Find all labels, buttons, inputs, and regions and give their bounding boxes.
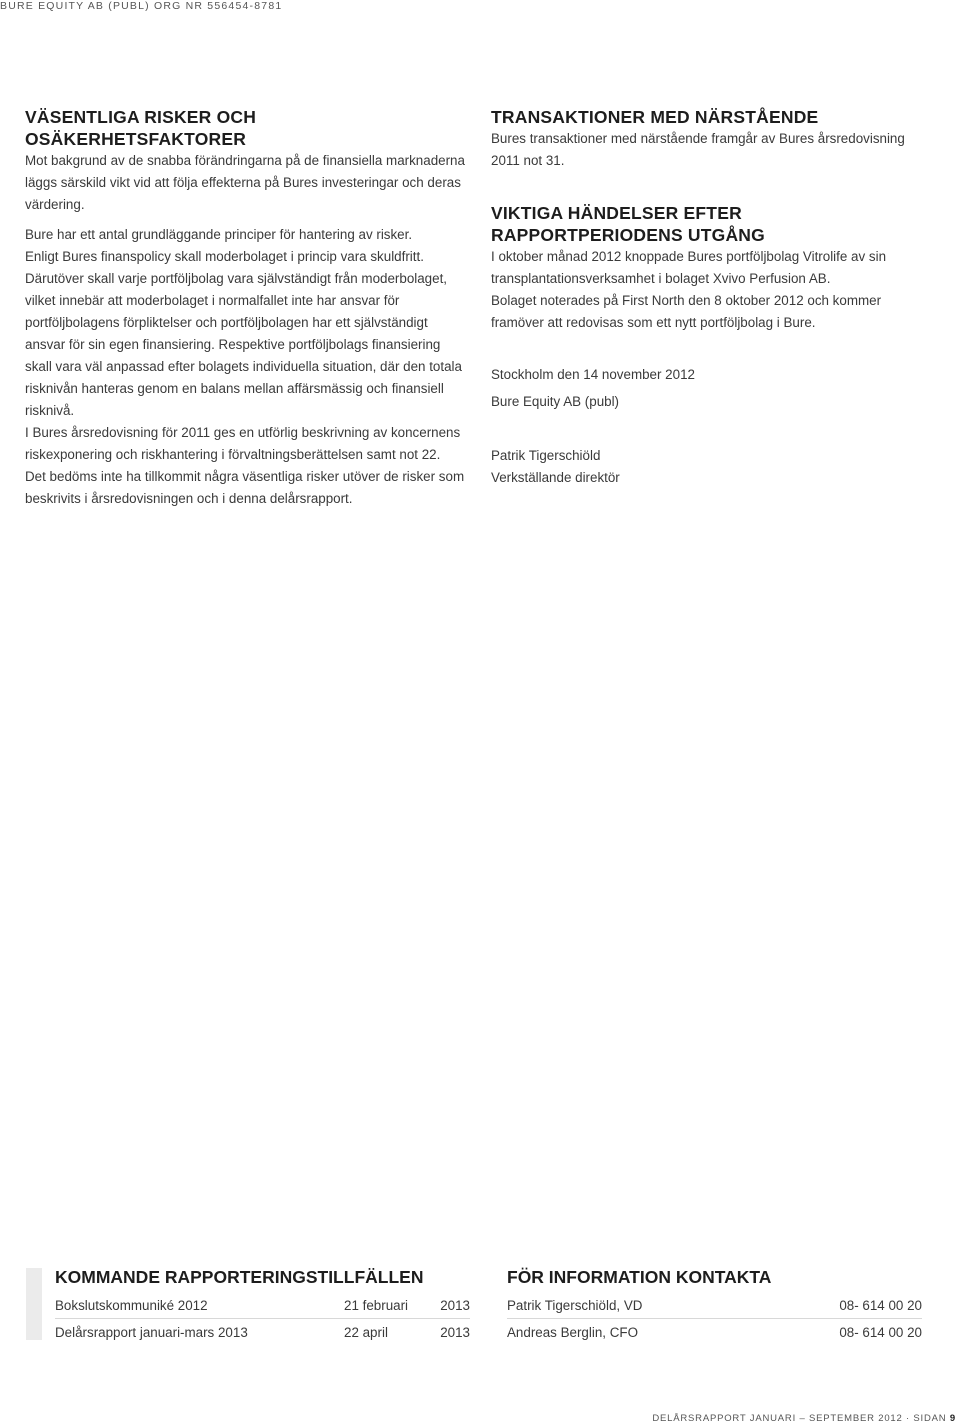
accent-bar	[26, 1268, 42, 1340]
place-date: Stockholm den 14 november 2012	[491, 367, 695, 382]
contact-title: FÖR INFORMATION KONTAKTA	[507, 1267, 772, 1287]
contact-phone: 08- 614 00 20	[839, 1297, 922, 1313]
page-header: BURE EQUITY AB (PUBL) ORG NR 556454-8781	[0, 0, 283, 12]
subsequent-events-text-2: Bolaget noterades på First North den 8 oktober 2012 och kommer framöver att redovisas som ett nytt portföljbolag i Bure.	[491, 293, 882, 330]
risks-title: VÄSENTLIGA RISKER OCH OSÄKERHETSFAKTORER	[25, 107, 257, 149]
signer-title: Verkställande direktör	[491, 470, 620, 485]
related-transactions-title: TRANSAKTIONER MED NÄRSTÅENDE	[491, 107, 819, 127]
reporting-date: 21 februari	[344, 1297, 409, 1313]
reporting-row	[55, 1292, 470, 1319]
related-transactions-text: Bures transaktioner med närstående framgår av Bures årsredovisning 2011 not 31.	[491, 131, 905, 168]
contact-name: Patrik Tigerschiöld, VD	[507, 1297, 643, 1313]
risks-paragraph-4: I Bures årsredovisning för 2011 ges en utförlig beskrivning av koncernens riskexponering och riskhantering i förvaltningsberättelsen samt not 22.	[25, 425, 461, 462]
contact-info	[507, 1266, 922, 1345]
right-column	[491, 106, 936, 489]
page-footer	[652, 1413, 956, 1424]
reporting-name: Delårsrapport januari-mars 2013	[55, 1324, 248, 1340]
reporting-year: 2013	[440, 1324, 470, 1340]
footer-report-label: DELÅRSRAPPORT JANUARI – SEPTEMBER 2012 · SIDAN	[652, 1413, 947, 1424]
risks-paragraph-2b: Enligt Bures finanspolicy skall moderbolaget i princip vara skuldfritt.	[25, 249, 424, 264]
risks-paragraph-5: Det bedöms inte ha tillkommit några väsentliga risker utöver de risker som beskrivits i årsredovisningen och i denna delårsrapport.	[25, 469, 465, 506]
reporting-row	[55, 1319, 470, 1345]
reporting-date: 22 april	[344, 1324, 388, 1340]
contact-name: Andreas Berglin, CFO	[507, 1324, 638, 1340]
subsequent-events-text-1: I oktober månad 2012 knoppade Bures portföljbolag Vitrolife av sin transplantationsverksamhet i bolaget Xvivo Perfusion AB.	[491, 249, 887, 286]
reporting-dates	[55, 1266, 470, 1345]
reporting-title: KOMMANDE RAPPORTERINGSTILLFÄLLEN	[55, 1267, 424, 1287]
risks-paragraph-1: Mot bakgrund av de snabba förändringarna på de finansiella marknaderna läggs särskild vikt vid att följa effekterna på Bures investeringar och deras värdering.	[25, 153, 465, 212]
contact-row	[507, 1319, 922, 1345]
reporting-year: 2013	[440, 1297, 470, 1313]
subsequent-events-title: VIKTIGA HÄNDELSER EFTER RAPPORTPERIODENS UTGÅNG	[491, 203, 765, 245]
risks-section	[25, 106, 465, 510]
risks-paragraph-2a: Bure har ett antal grundläggande principer för hantering av risker.	[25, 227, 413, 242]
contact-row	[507, 1292, 922, 1319]
company-name: Bure Equity AB (publ)	[491, 394, 620, 409]
risks-paragraph-3: Därutöver skall varje portföljbolag vara självständigt från moderbolaget, vilket innebär att moderbolaget i normalfallet inte har ansvar för portföljbolagens förpliktelser och portföljbolagen har ett självständigt ansvar för sin egen finansiering. Respektive portföljbolags finansiering skall vara väl anpassad efter bolagets individuella situation, där den totala risknivån hanteras genom en balans mellan affärsmässig och finansiell risknivå.	[25, 271, 462, 418]
contact-phone: 08- 614 00 20	[839, 1324, 922, 1340]
signer-name: Patrik Tigerschiöld	[491, 448, 601, 463]
page-number: 9	[949, 1413, 956, 1424]
reporting-name: Bokslutskommuniké 2012	[55, 1297, 208, 1313]
